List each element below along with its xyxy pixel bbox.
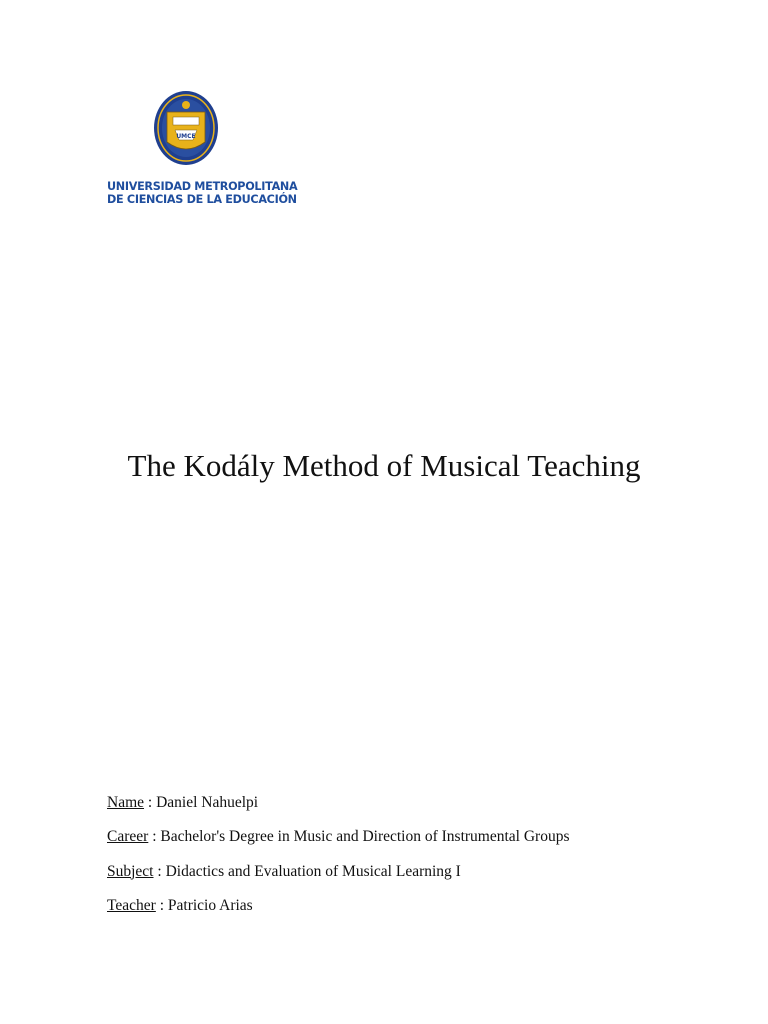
university-seal-icon xyxy=(153,90,219,166)
detail-value-teacher: Patricio Arias xyxy=(167,896,253,914)
detail-label-name: Name xyxy=(107,794,145,811)
detail-row-teacher xyxy=(107,897,570,931)
document-title: The Kodály Method of Musical Teaching xyxy=(127,448,641,483)
detail-separator: : xyxy=(144,794,157,811)
university-name xyxy=(107,180,298,206)
detail-separator: : xyxy=(148,828,161,846)
detail-value-name: Daniel Nahuelpi xyxy=(156,794,259,811)
detail-row-name xyxy=(107,794,570,828)
detail-separator: : xyxy=(155,896,168,914)
detail-value-career: Bachelor's Degree in Music and Direction of Instrumental Groups xyxy=(160,828,570,846)
detail-value-subject: Didactics and Evaluation of Musical Learning I xyxy=(165,862,461,880)
detail-label-teacher: Teacher xyxy=(107,896,156,914)
student-details xyxy=(107,794,570,931)
detail-label-career: Career xyxy=(107,828,149,846)
detail-row-career xyxy=(107,828,570,862)
detail-label-subject: Subject xyxy=(107,862,154,880)
university-name-line2: DE CIENCIAS DE LA EDUCACIÓN xyxy=(107,193,297,206)
seal-text: UMCE xyxy=(176,133,196,140)
university-name-line1: UNIVERSIDAD METROPOLITANA xyxy=(107,180,298,193)
detail-separator: : xyxy=(153,862,166,880)
detail-row-subject xyxy=(107,863,570,897)
